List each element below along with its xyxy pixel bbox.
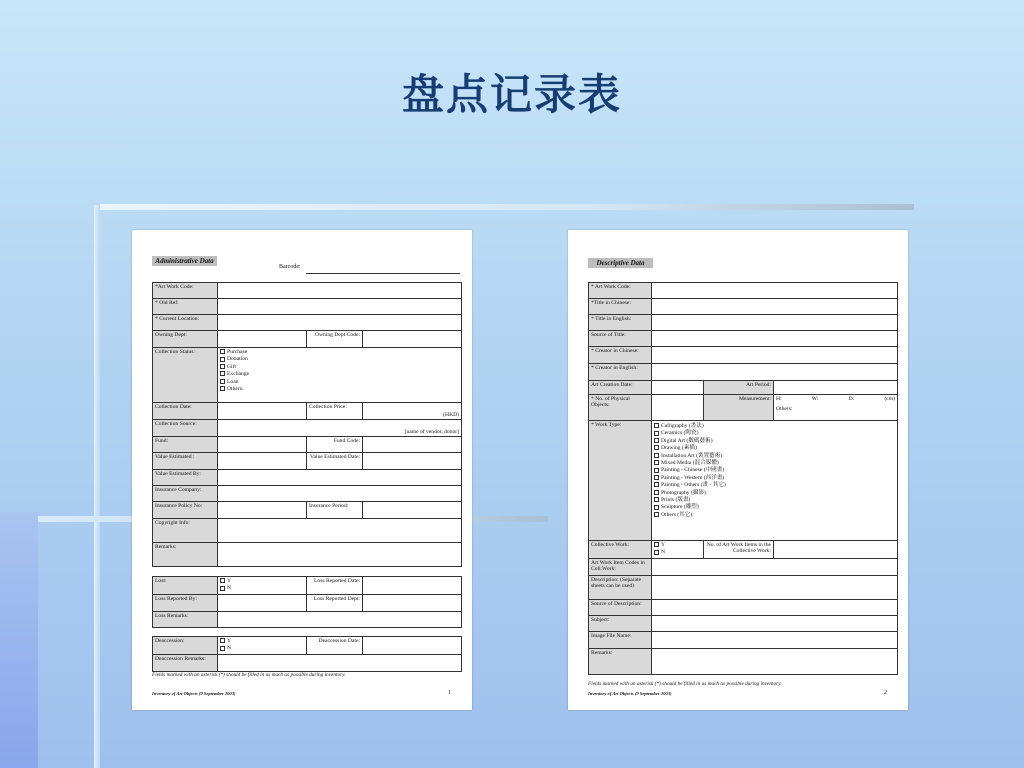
label-value-estimated-date: Value Estimated Date: xyxy=(307,453,363,470)
field-source-of-description[interactable] xyxy=(652,600,898,616)
field-old-ref[interactable] xyxy=(218,299,462,315)
label-collection-date: Collection Date: xyxy=(153,403,218,420)
field-image-file-name[interactable] xyxy=(652,632,898,649)
field-subject[interactable] xyxy=(652,616,898,632)
page-number: 2 xyxy=(884,690,887,696)
checkbox[interactable] xyxy=(220,364,225,369)
field-value-estimated-date[interactable] xyxy=(363,453,462,470)
label-collection-price: Collection Price: xyxy=(307,403,363,420)
checkbox[interactable] xyxy=(654,505,659,510)
checkbox[interactable] xyxy=(654,445,659,450)
label-art-creation-date: Art Creation Date: xyxy=(589,381,652,395)
currency-hkd: (HKD) xyxy=(443,411,460,418)
checkbox[interactable] xyxy=(654,431,659,436)
field-fund[interactable] xyxy=(218,437,307,453)
administrative-table-main xyxy=(152,282,462,567)
option-loan[interactable]: Loan xyxy=(220,379,459,386)
form-page-administrative xyxy=(132,230,472,710)
collection-status-options xyxy=(218,348,462,403)
page-number: 1 xyxy=(448,690,451,696)
field-loss-reported-by[interactable] xyxy=(218,595,307,612)
field-value-estimated[interactable] xyxy=(218,453,307,470)
checkbox[interactable] xyxy=(654,468,659,473)
checkbox[interactable] xyxy=(220,578,225,583)
option-others[interactable]: Others: xyxy=(220,386,459,393)
option-collective-yes[interactable]: Y xyxy=(654,542,701,549)
slide-title: 盘点记录表 xyxy=(401,70,622,119)
field-owning-dept-code[interactable] xyxy=(363,331,462,348)
barcode-field[interactable] xyxy=(306,273,460,274)
option-digital-art[interactable]: Digital Art (數碼藝術) xyxy=(654,438,895,445)
option-prints[interactable]: Prints (版畫) xyxy=(654,497,895,504)
label-no-items-collective: No. of Art Work Items in the Collective Work: xyxy=(704,541,774,559)
label-fund: Fund: xyxy=(153,437,218,453)
lost-options xyxy=(218,577,307,595)
option-drawing[interactable]: Drawing (素描) xyxy=(654,445,895,452)
section-header-administrative: Administrative Data xyxy=(152,256,217,266)
deaccession-options xyxy=(218,637,307,655)
field-value-estimated-by[interactable] xyxy=(218,470,462,486)
footnote: Fields marked with an asterisk (*) should be filled in as much as possible during inventory. xyxy=(588,681,782,687)
option-purchase[interactable]: Purchase xyxy=(220,349,459,356)
label-h: H: xyxy=(776,396,782,402)
label-owning-dept-code: Owning Dept Code: xyxy=(307,331,363,348)
checkbox[interactable] xyxy=(654,423,659,428)
label-value-estimated-by: Value Estimated By: xyxy=(153,470,218,486)
option-gift[interactable]: Gift xyxy=(220,364,459,371)
field-title-chinese[interactable] xyxy=(652,299,898,315)
field-insurance-policy-no[interactable] xyxy=(218,502,307,519)
vendor-hint: [name of vendor, donor] xyxy=(404,428,460,435)
field-copyright-info[interactable] xyxy=(218,519,462,543)
field-current-location[interactable] xyxy=(218,315,462,331)
field-art-work-item-codes[interactable] xyxy=(652,559,898,576)
field-remarks[interactable] xyxy=(218,543,462,567)
field-deaccession-remarks[interactable] xyxy=(218,655,462,672)
label-source-of-description: Source of Description: xyxy=(589,600,652,616)
field-collection-price[interactable] xyxy=(363,403,462,420)
label-value-estimated: Value Estimated : xyxy=(153,453,218,470)
option-installation-art[interactable]: Installation Art (裝置藝術) xyxy=(654,453,895,460)
label-cm: (cm) xyxy=(884,396,895,402)
field-title-english[interactable] xyxy=(652,315,898,331)
label-copyright-info: Copyright Info: xyxy=(153,519,218,543)
option-donation[interactable]: Donation xyxy=(220,356,459,363)
label-collection-status: Collection Status: xyxy=(153,348,218,403)
footer-text: Inventory of Art Objects (9 September 2003) xyxy=(152,691,236,696)
label-no-physical-objects: * No. of Physical Objects: xyxy=(589,395,652,421)
field-no-items-collective[interactable] xyxy=(774,541,898,559)
checkbox[interactable] xyxy=(654,497,659,502)
field-collection-source[interactable] xyxy=(218,420,462,437)
label-fund-code: Fund Code: xyxy=(307,437,363,453)
label-owning-dept: Owning Dept: xyxy=(153,331,218,348)
form-page-descriptive xyxy=(568,230,908,710)
footer-text: Inventory of Art Objects (9 September 2003) xyxy=(588,691,672,696)
field-loss-reported-date[interactable] xyxy=(363,577,462,595)
label-art-work-code: * Art Work Code: xyxy=(589,283,652,299)
descriptive-table xyxy=(588,282,898,675)
field-loss-remarks[interactable] xyxy=(218,612,462,628)
checkbox[interactable] xyxy=(220,638,225,643)
option-others[interactable]: Others (其它): xyxy=(654,512,895,519)
label-insurance-policy-no: Insurance Policy No: xyxy=(153,502,218,519)
option-collective-no[interactable]: N xyxy=(654,549,701,556)
field-art-creation-date[interactable] xyxy=(652,381,704,395)
work-type-options xyxy=(652,421,898,541)
checkbox[interactable] xyxy=(654,460,659,465)
label-deaccession-remarks: Deaccession Remarks: xyxy=(153,655,218,672)
field-description[interactable] xyxy=(652,576,898,600)
option-exchange[interactable]: Exchange xyxy=(220,371,459,378)
label-creator-chinese: * Creator in Chinese: xyxy=(589,347,652,364)
label-loss-reported-date: Loss Reported Date: xyxy=(307,577,363,595)
label-current-location: * Current Location: xyxy=(153,315,218,331)
label-deaccession: Deaccession: xyxy=(153,637,218,655)
collective-work-options xyxy=(652,541,704,559)
option-calligraphy[interactable]: Calligraphy (書法) xyxy=(654,423,895,430)
field-art-work-code[interactable] xyxy=(652,283,898,299)
field-loss-reported-dept[interactable] xyxy=(363,595,462,612)
field-measurement[interactable] xyxy=(774,395,898,421)
label-loss-reported-by: Loss Reported By: xyxy=(153,595,218,612)
decorative-top-line xyxy=(100,204,914,210)
field-fund-code[interactable] xyxy=(363,437,462,453)
option-mixed-media[interactable]: Mixed Media (混合媒體) xyxy=(654,460,895,467)
label-creator-english: * Creator in English: xyxy=(589,364,652,381)
decorative-left-block xyxy=(0,512,38,768)
option-deaccession-no[interactable]: N xyxy=(220,645,304,652)
label-image-file-name: Image File Name: xyxy=(589,632,652,649)
label-subject: Subject: xyxy=(589,616,652,632)
label-collection-source: Collection Source: xyxy=(153,420,218,437)
decorative-vertical-bar xyxy=(94,205,100,768)
label-loss-remarks: Loss Remarks: xyxy=(153,612,218,628)
field-insurance-company[interactable] xyxy=(218,486,462,502)
field-art-period[interactable] xyxy=(774,381,898,395)
field-owning-dept[interactable] xyxy=(218,331,307,348)
deaccession-table xyxy=(152,636,462,672)
label-insurance-company: Insurance Company: xyxy=(153,486,218,502)
checkbox[interactable] xyxy=(220,357,225,362)
label-d: D: xyxy=(848,396,855,402)
label-remarks: Remarks: xyxy=(589,649,652,675)
label-art-work-code: *Art Work Code: xyxy=(153,283,218,299)
option-lost-yes[interactable]: Y xyxy=(220,578,304,585)
loss-table xyxy=(152,576,462,628)
checkbox[interactable] xyxy=(654,512,659,517)
footnote: Fields marked with an asterisk (*) should be filled in as much as possible during inventory. xyxy=(152,672,346,678)
checkbox[interactable] xyxy=(220,586,225,591)
option-deaccession-yes[interactable]: Y xyxy=(220,638,304,645)
label-deaccession-date: Deaccession Date: xyxy=(307,637,363,655)
label-title-chinese: *Title in Chinese: xyxy=(589,299,652,315)
field-deaccession-date[interactable] xyxy=(363,637,462,655)
label-insurance-period: Insurance Period: xyxy=(307,502,363,519)
label-work-type: * Work Type: xyxy=(589,421,652,541)
label-title-english: * Title in English: xyxy=(589,315,652,331)
checkbox[interactable] xyxy=(220,379,225,384)
label-source-of-title: Source of Title: xyxy=(589,331,652,347)
label-art-period: Art Period: xyxy=(704,381,774,395)
checkbox[interactable] xyxy=(220,371,225,376)
field-remarks[interactable] xyxy=(652,649,898,675)
label-art-work-item-codes: Art Work Item Codes in Coll.Work: xyxy=(589,559,652,576)
field-no-physical-objects[interactable] xyxy=(652,395,704,421)
field-collection-date[interactable] xyxy=(218,403,307,420)
option-painting-others[interactable]: Painting - Others (畫 - 其它) xyxy=(654,482,895,489)
label-old-ref: * Old Ref: xyxy=(153,299,218,315)
label-collective-work: Collective Work: xyxy=(589,541,652,559)
label-lost: Lost: xyxy=(153,577,218,595)
option-photography[interactable]: Photography (攝影) xyxy=(654,490,895,497)
label-remarks: Remarks: xyxy=(153,543,218,567)
field-creator-chinese[interactable] xyxy=(652,347,898,364)
checkbox[interactable] xyxy=(654,542,659,547)
field-insurance-period[interactable] xyxy=(363,502,462,519)
option-painting-chinese[interactable]: Painting - Chinese (中國畫) xyxy=(654,467,895,474)
option-ceramics[interactable]: Ceramics (陶瓷) xyxy=(654,430,895,437)
option-lost-no[interactable]: N xyxy=(220,585,304,592)
label-others: Others: xyxy=(776,406,793,413)
label-measurement: Measurement: xyxy=(704,395,774,421)
checkbox[interactable] xyxy=(220,386,225,391)
option-sculpture[interactable]: Sculpture (雕塑) xyxy=(654,504,895,511)
field-source-of-title[interactable] xyxy=(652,331,898,347)
label-description: Description: (Separate sheets can be used) xyxy=(589,576,652,600)
checkbox[interactable] xyxy=(654,453,659,458)
checkbox[interactable] xyxy=(654,550,659,555)
checkbox[interactable] xyxy=(654,475,659,480)
checkbox[interactable] xyxy=(220,349,225,354)
checkbox[interactable] xyxy=(654,490,659,495)
option-painting-western[interactable]: Painting - Western (西洋畫) xyxy=(654,475,895,482)
checkbox[interactable] xyxy=(654,482,659,487)
checkbox[interactable] xyxy=(220,646,225,651)
section-header-descriptive: Descriptive Data xyxy=(588,258,653,268)
barcode-label: Barcode: xyxy=(279,264,301,270)
field-creator-english[interactable] xyxy=(652,364,898,381)
checkbox[interactable] xyxy=(654,438,659,443)
label-w: W: xyxy=(811,396,819,402)
field-art-work-code[interactable] xyxy=(218,283,462,299)
label-loss-reported-dept: Loss Reported Dept: xyxy=(307,595,363,612)
